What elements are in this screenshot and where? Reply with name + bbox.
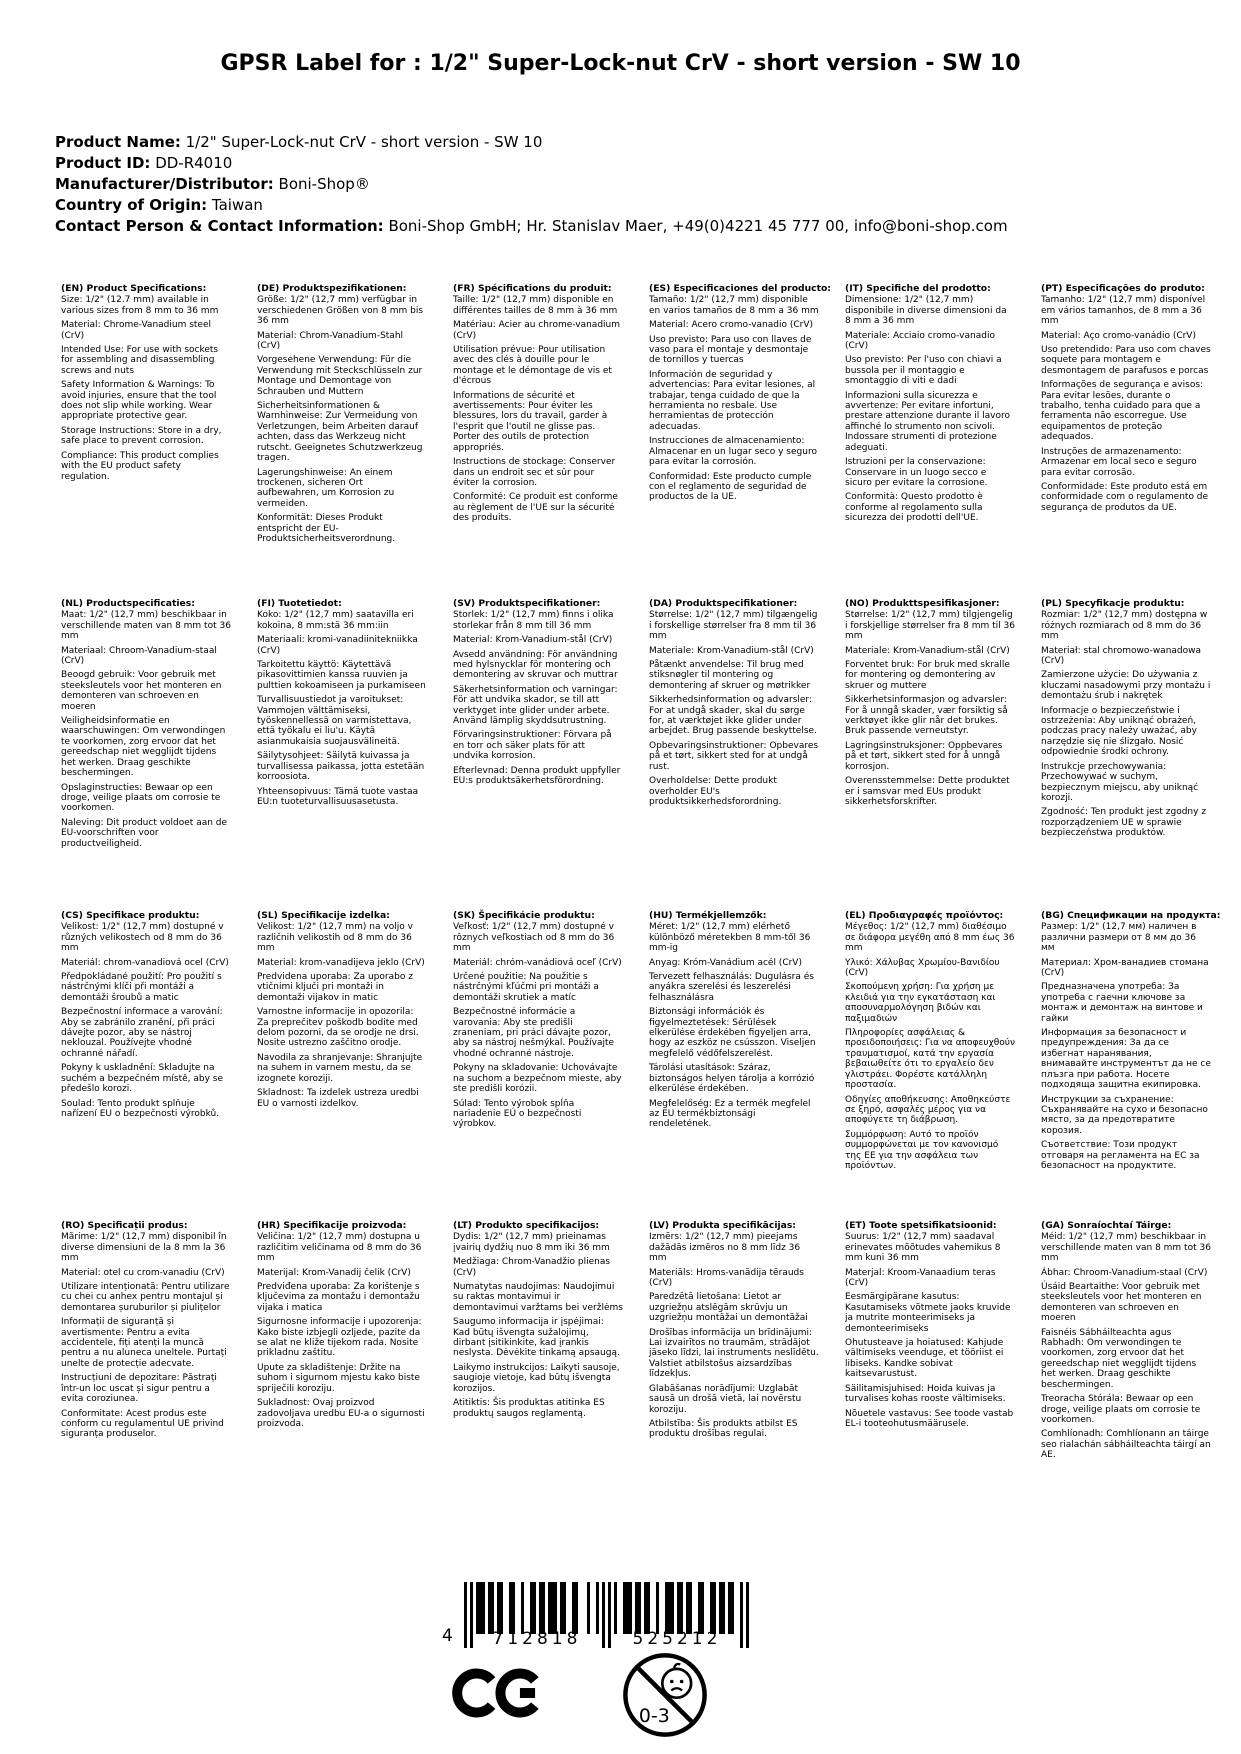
spec-paragraph: Velikost: 1/2" (12,7 mm) na voljo v različnih velikostih od 8 mm do 36 mm bbox=[257, 922, 413, 954]
lang-block-lt bbox=[453, 1221, 623, 1465]
lang-block-heading: (RO) Specificații produs: bbox=[61, 1220, 188, 1231]
spec-paragraph: Pokyny k uskladnění: Skladujte na suchém a bezpečném místě, aby se předešlo korozi. bbox=[61, 1063, 224, 1095]
spec-paragraph: Zgodność: Ten produkt jest zgodny z rozporządzeniem UE w sprawie bezpieczeństwa produktów. bbox=[1041, 807, 1207, 839]
spec-paragraph: Velikost: 1/2" (12,7 mm) dostupné v různých velikostech od 8 mm do 36 mm bbox=[61, 922, 224, 954]
spec-paragraph: Pokyny na skladovanie: Uchovávajte na suchom a bezpečnom mieste, aby ste predišli korózii. bbox=[453, 1063, 622, 1095]
lang-block-heading: (NL) Productspecificaties: bbox=[61, 598, 195, 609]
spec-paragraph: Veiligheidsinformatie en waarschuwingen: Om verwondingen te voorkomen, zorg ervoor dat het gereedschap niet wegglijdt tijdens het werken. Draag geschikte beschermingen. bbox=[61, 716, 226, 779]
product-field-value: DD-R4010 bbox=[150, 154, 233, 172]
spec-paragraph: Opbevaringsinstruktioner: Opbevares på et tørt, sikkert sted for at undgå rust. bbox=[649, 740, 819, 772]
spec-paragraph: Materijal: Krom-Vanadij čelik (CrV) bbox=[257, 1267, 411, 1278]
lang-block-heading: (SL) Specifikacije izdelka: bbox=[257, 910, 390, 921]
spec-paragraph: Информация за безопасност и предупреждения: За да се избегнат наранявания, внимавайте инструментът да не се плъзга при работа. Носете подходяща защитна екипировка. bbox=[1041, 1028, 1211, 1091]
product-field-label: Manufacturer/Distributor: bbox=[55, 175, 274, 193]
spec-paragraph: Instrucțiuni de depozitare: Păstrați într-un loc uscat și sigur pentru a evita coroziunea. bbox=[61, 1373, 217, 1405]
spec-paragraph: Material: Chrome-Vanadium steel (CrV) bbox=[61, 320, 212, 341]
spec-paragraph: Overholdelse: Dette produkt overholder EU's produktsikkerhedsforordning. bbox=[649, 776, 782, 807]
spec-paragraph: Taille: 1/2" (12,7 mm) disponible en différentes tailles de 8 mm à 36 mm bbox=[453, 295, 618, 316]
spec-paragraph: Atitiktis: Šis produktas atitinka ES produktų saugos reglamentą. bbox=[453, 1398, 605, 1419]
spec-paragraph: Μέγεθος: 1/2" (12,7 mm) διαθέσιμο σε διάφορα μεγέθη από 8 mm έως 36 mm bbox=[845, 922, 1015, 954]
barcode-module bbox=[746, 1582, 749, 1648]
spec-paragraph: Soulad: Tento produkt splňuje nařízení EU o bezpečnosti výrobků. bbox=[61, 1098, 220, 1119]
spec-paragraph: Opslaginstructies: Bewaar op een droge, veilige plaats om corrosie te voorkomen. bbox=[61, 782, 221, 814]
lang-block-da bbox=[649, 599, 819, 911]
spec-paragraph: Инструкции за съхранение: Съхранявайте на сухо и безопасно място, за да предотвратите корозия. bbox=[1041, 1094, 1208, 1136]
spec-paragraph: Conformité: Ce produit est conforme au règlement de l'UE sur la sécurité des produits. bbox=[453, 492, 618, 524]
spec-paragraph: Upute za skladištenje: Držite na suhom i sigurnom mjestu kako biste spriječili koroziju. bbox=[257, 1362, 420, 1394]
product-field-label: Country of Origin: bbox=[55, 196, 208, 214]
spec-paragraph: Saugumo informacija ir įspėjimai: Kad būtų išvengta sužalojimų, dirbant įsitikinkite, kad įrankis neslysta. Dėvėkite tinkamą apsaugą. bbox=[453, 1317, 620, 1359]
spec-paragraph: Konformität: Dieses Produkt entspricht der EU-Produktsicherheitsverordnung. bbox=[257, 513, 396, 544]
lang-block-sl bbox=[257, 911, 427, 1221]
spec-paragraph: Σκοπούμενη χρήση: Για χρήση με κλειδιά για την εγκατάσταση και αποσυναρμολόγηση βιδών και παξιμαδιών bbox=[845, 982, 996, 1024]
spec-paragraph: Určené použitie: Na použitie s nástrčnými kľúčmi pri montáži a demontáži skrutiek a matíc bbox=[453, 972, 599, 1003]
product-field bbox=[55, 153, 1008, 174]
spec-paragraph: Tarkoitettu käyttö: Käytettävä pikasovittimien kanssa ruuvien ja pulttien kokoamiseen ja purkamiseen bbox=[257, 660, 426, 691]
spec-paragraph: Forventet bruk: For bruk med skralle for montering og demontering av skruer og muttere bbox=[845, 660, 1010, 691]
spec-paragraph: Informații de siguranță și avertismente: Pentru a evita accidentele, fiți atenți la muncă pentru a nu aluneca uneltele. Purtați unelte de protecție adecvate. bbox=[61, 1317, 227, 1369]
spec-paragraph: Πληροφορίες ασφάλειας & προειδοποιήσεις: Για να αποφευχθούν τραυματισμοί, κατά την εργασία βεβαιωθείτε ότι το εργαλείο δεν γλιστράει. Φορέστε κατάλληλη προστασία. bbox=[845, 1028, 1016, 1091]
spec-paragraph: Sigurnosne informacije i upozorenja: Kako biste izbjegli ozljede, pazite da se alat ne kliže tijekom rada. Nosite prikladnu zaštitu. bbox=[257, 1317, 422, 1359]
spec-paragraph: Informações de segurança e avisos: Para evitar lesões, durante o trabalho, tenha cuidado para que a ferramenta não escorregue. Use equipamentos de proteção adequados. bbox=[1041, 380, 1204, 443]
lang-block-nl bbox=[61, 599, 231, 911]
spec-paragraph: Storlek: 1/2" (12,7 mm) finns i olika storlekar från 8 mm till 36 mm bbox=[453, 610, 614, 631]
spec-paragraph: Predvidena uporaba: Za uporabo z vtičnimi ključi pri montaži in demontaži vijakov in matic bbox=[257, 972, 413, 1003]
spec-paragraph: Biztonsági információk és figyelmeztetések: Sérülések elkerülése érdekében figyeljen arra, hogy az eszköz ne csússzon. Viseljen megfelelő védőfelszerelést. bbox=[649, 1007, 816, 1059]
ean13-barcode bbox=[442, 1582, 749, 1652]
spec-paragraph: Material: Aço cromo-vanádio (CrV) bbox=[1041, 330, 1196, 341]
spec-paragraph: Materiaal: Chroom-Vanadium-staal (CrV) bbox=[61, 645, 217, 667]
spec-paragraph: Υλικό: Χάλυβας Χρωμίου-Βανιδίου (CrV) bbox=[845, 957, 1000, 979]
spec-paragraph: Laikymo instrukcijos: Laikyti sausoje, saugioje vietoje, kad būtų išvengta korozijos. bbox=[453, 1362, 620, 1394]
spec-paragraph: Conformidade: Este produto está em conformidade com o regulamento de segurança de produtos da UE. bbox=[1041, 481, 1209, 513]
spec-paragraph: Předpokládané použití: Pro použití s nástrčnými klíči při montáži a demontáži šroubů a matic bbox=[61, 972, 222, 1003]
spec-paragraph: Méid: 1/2" (12,7 mm) beschikbaar in verschillende maten van 8 mm tot 36 mm bbox=[1041, 1232, 1211, 1264]
spec-paragraph: Размер: 1/2" (12,7 мм) наличен в различни размери от 8 мм до 36 мм bbox=[1041, 922, 1197, 954]
barcode-digit-first: 4 bbox=[442, 1626, 453, 1646]
spec-paragraph: Sicherheitsinformationen & Warnhinweise: Zur Vermeidung von Verletzungen, beim Arbeiten darauf achten, dass das Werkzeug nicht rutscht. Geeignetes Schutzwerkzeug tragen. bbox=[257, 401, 423, 464]
spec-paragraph: Anyag: Króm-Vanádium acél (CrV) bbox=[649, 957, 802, 968]
lang-block-heading: (IT) Specifiche del prodotto: bbox=[845, 283, 991, 294]
spec-paragraph: Informations de sécurité et avertissements: Pour éviter les blessures, lors du travail, garder à l'esprit que l'outil ne glisse pas. Porter des outils de protection appropriés. bbox=[453, 390, 608, 453]
lang-block-heading: (HU) Termékjellemzők: bbox=[649, 910, 767, 921]
spec-paragraph: Medžiaga: Chrom-Vanadžio plienas (CrV) bbox=[453, 1257, 611, 1278]
spec-paragraph: Tamanho: 1/2" (12,7 mm) disponível em vários tamanhos, de 8 mm a 36 mm bbox=[1041, 295, 1206, 327]
lang-block-sv bbox=[453, 599, 623, 911]
spec-paragraph: Materiál: chrom-vanadiová ocel (CrV) bbox=[61, 957, 229, 968]
barcode-digit-group-right: 525212 bbox=[632, 1629, 722, 1649]
lang-block-bg bbox=[1041, 910, 1221, 1221]
spec-paragraph: Información de seguridad y advertencias: Para evitar lesiones, al trabajar, tenga cuidado de que la herramienta no resbale. Use herramientas de protección adecuadas. bbox=[649, 369, 816, 432]
lang-block-heading: (NO) Produkttspesifikasjoner: bbox=[845, 598, 1000, 609]
page-title: GPSR Label for : 1/2" Super-Lock-nut CrV - short version - SW 10 bbox=[220, 51, 1021, 76]
spec-paragraph: Συμμόρφωση: Αυτό το προϊόν συμμορφώνεται με τον κανονισμό της ΕΕ για την ασφάλεια των προϊόντων. bbox=[845, 1129, 999, 1171]
spec-paragraph: Eesmärgipärane kasutus: Kasutamiseks võtmete jaoks kruvide ja mutrite monteerimiseks ja demonteerimiseks bbox=[845, 1292, 1011, 1334]
spec-paragraph: Materiale: Krom-Vanadium-stål (CrV) bbox=[649, 645, 814, 656]
product-field-label: Product Name: bbox=[55, 133, 181, 151]
product-info bbox=[55, 132, 1008, 237]
spec-paragraph: Material: krom-vanadijeva jeklo (CrV) bbox=[257, 957, 425, 968]
spec-paragraph: Beoogd gebruik: Voor gebruik met steeksleutels voor het monteren en demonteren van schroeven en moeren bbox=[61, 670, 222, 712]
spec-paragraph: Intended Use: For use with sockets for assembling and disassembling screws and nuts bbox=[61, 345, 219, 376]
spec-paragraph: Förvaringsinstruktioner: Förvara på en torr och säker plats för att undvika korrosion. bbox=[453, 730, 612, 762]
spec-paragraph: Turvallisuustiedot ja varoitukset: Vammojen välttämiseksi, työskennellessä on varmistettava, että työkalu ei liu'u. Käytä asianmukaisia suojausvälineitä. bbox=[257, 695, 412, 747]
spec-paragraph: Tárolási utasítások: Száraz, biztonságos helyen tárolja a korrózió elkerülése érdekében. bbox=[649, 1063, 815, 1095]
spec-paragraph: Matériau: Acier au chrome-vanadium (CrV) bbox=[453, 320, 621, 341]
spec-paragraph: Safety Information & Warnings: To avoid injuries, ensure that the tool does not slip while working. Wear appropriate protective gear. bbox=[61, 380, 217, 422]
spec-paragraph: Informacje o bezpieczeństwie i ostrzeżenia: Aby uniknąć obrażeń, podczas pracy należy uważać, aby narzędzie się nie ślizgało. Nosić odpowiednie środki ochrony. bbox=[1041, 705, 1197, 758]
lang-block-hu bbox=[649, 911, 819, 1221]
spec-paragraph: Material: Krom-Vanadium-stål (CrV) bbox=[453, 635, 613, 646]
lang-block-heading: (ES) Especificaciones del producto: bbox=[649, 283, 831, 294]
spec-paragraph: Vorgesehene Verwendung: Für die Verwendung mit Steckschlüsseln zur Montage und Demontage von Schrauben und Muttern bbox=[257, 355, 423, 397]
spec-paragraph: Izmērs: 1/2" (12,7 mm) pieejams dažādās izmēros no 8 mm līdz 36 mm bbox=[649, 1232, 801, 1264]
spec-paragraph: Lagerungshinweise: An einem trockenen, sicheren Ort aufbewahren, um Korrosion zu vermeiden. bbox=[257, 467, 395, 509]
spec-paragraph: Comhlíonadh: Comhlíonann an táirge seo rialachán sábháilteachta táirgí an AE. bbox=[1041, 1429, 1211, 1461]
lang-block-heading: (DA) Produktspecifikationer: bbox=[649, 598, 798, 609]
spec-paragraph: Съответствие: Този продукт отговаря на регламента на ЕС за безопасност на продуктите. bbox=[1041, 1140, 1200, 1171]
lang-block-heading: (FR) Spécifications du produit: bbox=[453, 283, 612, 294]
product-field-value: Boni-Shop® bbox=[273, 175, 370, 193]
lang-block-lv bbox=[649, 1221, 819, 1465]
spec-paragraph: Bezpečnostní informace a varování: Aby se zabránilo zranění, při práci dávejte pozor, aby se nástroj neklouzal. Používejte vhodné ochranné nářadí. bbox=[61, 1007, 223, 1059]
product-field-label: Contact Person & Contact Information: bbox=[55, 217, 384, 235]
lang-block-heading: (EN) Product Specifications: bbox=[61, 283, 207, 294]
spec-paragraph: Overensstemmelse: Dette produktet er i samsvar med EUs produkt sikkerhetsforskrifter. bbox=[845, 776, 1010, 807]
spec-paragraph: Material: Chrom-Vanadium-Stahl (CrV) bbox=[257, 330, 404, 352]
lang-block-et bbox=[845, 1221, 1015, 1465]
lang-block-es bbox=[649, 283, 831, 599]
spec-paragraph: Uso pretendido: Para uso com chaves soquete para montagem e desmontagem de parafusos e porcas bbox=[1041, 345, 1211, 376]
spec-paragraph: Sukladnost: Ovaj proizvod zadovoljava uredbu EU-a o sigurnosti proizvoda. bbox=[257, 1398, 425, 1429]
lang-block-pl bbox=[1041, 599, 1211, 911]
spec-paragraph: Säilytysohjeet: Säilytä kuivassa ja turvallisessa paikassa, jotta estetään korroosiota. bbox=[257, 751, 425, 783]
spec-paragraph: Conformità: Questo prodotto è conforme al regolamento sulla sicurezza dei prodotti dell'UE. bbox=[845, 492, 983, 524]
lang-block-cs bbox=[61, 911, 231, 1221]
spec-paragraph: Nõuetele vastavus: See toode vastab EL-i tooteohutusmäärusele. bbox=[845, 1408, 1014, 1429]
spec-paragraph: Materiale: Acciaio cromo-vanadio (CrV) bbox=[845, 330, 995, 352]
lang-block-heading: (FI) Tuotetiedot: bbox=[257, 598, 342, 609]
spec-paragraph: Zamierzone użycie: Do używania z kluczami nasadowymi przy montażu i demontażu śrub i nakrętek bbox=[1041, 670, 1211, 702]
lang-block-heading: (PL) Specyfikacje produktu: bbox=[1041, 598, 1185, 609]
spec-paragraph: Materiāls: Hroms-vanādija tērauds (CrV) bbox=[649, 1267, 804, 1289]
lang-block-ga bbox=[1041, 1221, 1211, 1465]
language-specifications-grid bbox=[61, 283, 1221, 1465]
lang-block-heading: (PT) Especificações do produto: bbox=[1041, 283, 1205, 294]
spec-paragraph: Méret: 1/2" (12,7 mm) elérhető különböző méretekben 8 mm-től 36 mm-ig bbox=[649, 922, 811, 954]
lang-block-de bbox=[257, 284, 427, 599]
spec-paragraph: Materiał: stal chromowo-wanadowa (CrV) bbox=[1041, 645, 1202, 667]
lang-block-ro bbox=[61, 1221, 231, 1465]
lang-block-heading: (DE) Produktspezifikationen: bbox=[257, 283, 407, 294]
product-field bbox=[55, 216, 1008, 237]
spec-paragraph: Ábhar: Chroom-Vanadium-staal (CrV) bbox=[1041, 1267, 1208, 1278]
ce-mark-icon bbox=[452, 1662, 542, 1724]
spec-paragraph: Instrucciones de almacenamiento: Almacenar en un lugar seco y seguro para evitar la corrosión. bbox=[649, 436, 817, 468]
lang-block-sk bbox=[453, 911, 623, 1221]
spec-paragraph: Istruzioni per la conservazione: Conservare in un luogo secco e sicuro per evitare la corrosione. bbox=[845, 457, 988, 488]
spec-paragraph: Maat: 1/2" (12,7 mm) beschikbaar in verschillende maten van 8 mm tot 36 mm bbox=[61, 610, 231, 642]
spec-paragraph: Informazioni sulla sicurezza e avvertenze: Per evitare infortuni, prestare attenzione durante il lavoro affinché lo strumento non scivoli. Indossare strumenti di protezione adeguati. bbox=[845, 390, 1011, 453]
lang-block-no bbox=[845, 599, 1015, 911]
spec-paragraph: Instrukcje przechowywania: Przechowywać w suchym, bezpiecznym miejscu, aby uniknąć korozji. bbox=[1041, 761, 1199, 803]
spec-paragraph: Rozmiar: 1/2" (12,7 mm) dostępna w różnych rozmiarach od 8 mm do 36 mm bbox=[1041, 610, 1208, 642]
spec-paragraph: Drošības informācija un brīdinājumi: Lai izvairītos no traumām, strādājot jāseko līdzi, lai instruments neslīdētu. Valstiet atbilstošus aizsardzības līdzekļus. bbox=[649, 1327, 819, 1380]
spec-paragraph: Conformidad: Este producto cumple con el reglamento de seguridad de productos de la UE. bbox=[649, 471, 812, 503]
spec-paragraph: Materiál: chróm-vanádiová oceľ (CrV) bbox=[453, 957, 622, 968]
spec-paragraph: Material: Acero cromo-vanadio (CrV) bbox=[649, 320, 814, 331]
spec-paragraph: Tamaño: 1/2" (12,7 mm) disponible en varios tamaños de 8 mm a 36 mm bbox=[649, 295, 819, 316]
lang-block-heading: (CS) Specifikace produktu: bbox=[61, 910, 200, 921]
product-field-label: Product ID: bbox=[55, 154, 151, 172]
lang-block-heading: (EL) Προδιαγραφές προϊόντος: bbox=[845, 910, 1004, 921]
spec-paragraph: Úsáid Beartaithe: Voor gebruik met steeksleutels voor het monteren en demonteren van schroeven en moeren bbox=[1041, 1282, 1202, 1324]
spec-paragraph: Predviđena uporaba: Za korištenje s ključevima za montažu i demontažu vijaka i matica bbox=[257, 1282, 420, 1313]
spec-paragraph: Utilizare intenționată: Pentru utilizare cu chei cu anhex pentru montajul și demontarea șuruburilor și piulițelor bbox=[61, 1282, 230, 1313]
product-field bbox=[55, 195, 1008, 216]
spec-paragraph: Dimensione: 1/2" (12,7 mm) disponibile in diverse dimensioni da 8 mm a 36 mm bbox=[845, 295, 1007, 327]
lang-block-heading: (LV) Produkta specifikācijas: bbox=[649, 1220, 796, 1231]
spec-paragraph: Предназначена употреба: За употреба с гаечни ключове за монтаж и демонтаж на винтове и гайки bbox=[1041, 982, 1203, 1024]
spec-paragraph: Säkerhetsinformation och varningar: För att undvika skador, se till att verktyget inte glider under arbete. Använd lämplig skyddsutrustning. bbox=[453, 684, 618, 727]
spec-paragraph: Größe: 1/2" (12,7 mm) verfügbar in verschiedenen Größen von 8 mm bis 36 mm bbox=[257, 295, 424, 327]
spec-paragraph: Compliance: This product complies with the EU product safety regulation. bbox=[61, 450, 219, 482]
lang-block-it bbox=[845, 284, 1015, 599]
spec-paragraph: Uso previsto: Para uso con llaves de vaso para el montaje y desmontaje de tornillos y tuercas bbox=[649, 334, 812, 366]
lang-block-fr bbox=[453, 284, 623, 599]
spec-paragraph: Størrelse: 1/2" (12,7 mm) tilgængelig i forskellige størrelser fra 8 mm til 36 mm bbox=[649, 610, 818, 642]
spec-paragraph: Mărime: 1/2" (12,7 mm) disponibil în diverse dimensiuni de la 8 mm la 36 mm bbox=[61, 1232, 227, 1264]
spec-paragraph: Material: otel cu crom-vanadiu (CrV) bbox=[61, 1267, 225, 1278]
spec-paragraph: Tervezett felhasználás: Dugulásra és anyákra szerelési és leszerelési felhasználásra bbox=[649, 972, 814, 1003]
spec-paragraph: Treoracha Stórála: Bewaar op een droge, veilige plaats om corrosie te voorkomen. bbox=[1041, 1394, 1201, 1425]
spec-paragraph: Säilitamisjuhised: Hoida kuivas ja turvalises kohas rooste vältimiseks. bbox=[845, 1383, 1006, 1405]
spec-paragraph: Materiale: Krom-Vanadium-stål (CrV) bbox=[845, 645, 1010, 656]
spec-paragraph: Utilisation prévue: Pour utilisation avec des clés à douille pour le montage et le démontage de vis et d'écrous bbox=[453, 345, 612, 387]
spec-paragraph: Avsedd användning: För användning med hylsnycklar för montering och demontering av skruvar och muttrar bbox=[453, 649, 618, 681]
spec-paragraph: Yhteensopivuus: Tämä tuote vastaa EU:n tuoteturvallisuusasetusta. bbox=[257, 786, 419, 807]
spec-paragraph: Materiaali: kromi-vanadiinitekniikka (CrV) bbox=[257, 635, 418, 656]
lang-block-hr bbox=[257, 1221, 427, 1465]
barcode-digit-group-left: 712818 bbox=[492, 1629, 582, 1649]
age-warning-0-3-icon bbox=[620, 1650, 710, 1740]
spec-paragraph: Skladnost: Ta izdelek ustreza uredbi EU o varnosti izdelkov. bbox=[257, 1088, 419, 1109]
spec-paragraph: Veličina: 1/2" (12,7 mm) dostupna u različitim veličinama od 8 mm do 36 mm bbox=[257, 1232, 422, 1264]
spec-paragraph: Lagringsinstruksjoner: Oppbevares på et tørt, sikkert sted for å unngå korrosjon. bbox=[845, 740, 1003, 772]
spec-paragraph: Navodila za shranjevanje: Shranjujte na suhem in varnem mestu, da se izognete koroziji. bbox=[257, 1052, 423, 1084]
spec-paragraph: Storage Instructions: Store in a dry, safe place to prevent corrosion. bbox=[61, 425, 222, 447]
product-field bbox=[55, 132, 1008, 153]
spec-paragraph: Størrelse: 1/2" (12,7 mm) tilgjengelig i forskjellige størrelser fra 8 mm til 36 mm bbox=[845, 610, 1015, 642]
spec-paragraph: Efterlevnad: Denna produkt uppfyller EU:s produktsäkerhetsförordning. bbox=[453, 765, 621, 787]
spec-paragraph: Uso previsto: Per l'uso con chiavi a bussola per il montaggio e smontaggio di viti e dadi bbox=[845, 355, 1002, 387]
spec-paragraph: Dydis: 1/2" (12,7 mm) prieinamas įvairių dydžių nuo 8 mm iki 36 mm bbox=[453, 1232, 610, 1253]
spec-paragraph: Megfelelőség: Ez a termék megfelel az EU termékbiztonsági rendeletének. bbox=[649, 1098, 811, 1130]
lang-block-heading: (SK) Špecifikácie produktu: bbox=[453, 910, 595, 921]
product-field bbox=[55, 174, 1008, 195]
lang-block-heading: (SV) Produktspecifikationer: bbox=[453, 598, 601, 609]
spec-paragraph: Naleving: Dit product voldoet aan de EU-voorschriften voor productveiligheid. bbox=[61, 817, 228, 849]
spec-paragraph: Påtænkt anvendelse: Til brug med stiksnøgler til montering og demontering af skruer og møtrikker bbox=[649, 660, 811, 691]
lang-block-heading: (HR) Specifikacije proizvoda: bbox=[257, 1220, 407, 1231]
product-field-value: Taiwan bbox=[207, 196, 263, 214]
spec-paragraph: Bezpečnostné informácie a varovania: Aby ste predišli zraneniam, pri práci dávajte pozor, aby sa nástroj nešmýkal. Používajte vhodné ochranné nástroje. bbox=[453, 1007, 615, 1059]
spec-paragraph: Paredzētā lietošana: Lietot ar uzgriežņu atslēgām skrūvju un uzgriežņu montāžai un demontāžai bbox=[649, 1292, 808, 1324]
product-field-value: Boni-Shop GmbH; Hr. Stanislav Maer, +49(0)4221 45 777 00, info@boni-shop.com bbox=[383, 217, 1008, 235]
age-warning-label: 0-3 bbox=[638, 1705, 670, 1727]
spec-paragraph: Suurus: 1/2" (12,7 mm) saadaval erinevates mõõtudes vahemikus 8 mm kuni 36 mm bbox=[845, 1232, 1001, 1264]
spec-paragraph: Size: 1/2" (12.7 mm) available in various sizes from 8 mm to 36 mm bbox=[61, 295, 219, 316]
spec-paragraph: Instruções de armazenamento: Armazenar em local seco e seguro para evitar corrosão. bbox=[1041, 446, 1197, 478]
spec-paragraph: Faisnéis Sábháilteachta agus Rabhadh: Om verwondingen te voorkomen, zorg ervoor dat het gereedschap niet wegglijdt tijdens het werken. Draag geschikte beschermingen. bbox=[1041, 1327, 1197, 1390]
lang-block-heading: (LT) Produkto specifikacijos: bbox=[453, 1220, 600, 1231]
lang-block-pt bbox=[1041, 284, 1211, 599]
spec-paragraph: Veľkosť: 1/2" (12,7 mm) dostupné v rôznych veľkostiach od 8 mm do 36 mm bbox=[453, 922, 615, 954]
lang-block-heading: (GA) Sonraíochtaí Táirge: bbox=[1041, 1220, 1172, 1231]
lang-block-el bbox=[845, 911, 1015, 1221]
spec-paragraph: Conformitate: Acest produs este conform cu regulamentul UE privind siguranța produselor. bbox=[61, 1408, 224, 1440]
lang-block-en bbox=[61, 284, 231, 599]
spec-paragraph: Materjal: Kroom-Vanaadium teras (CrV) bbox=[845, 1267, 996, 1289]
product-field-value: 1/2" Super-Lock-nut CrV - short version - SW 10 bbox=[180, 133, 543, 151]
spec-paragraph: Numatytas naudojimas: Naudojimui su raktas montavimui ir demontavimui varžtams bei veržlėms bbox=[453, 1282, 623, 1313]
spec-paragraph: Sikkerhedsinformation og advarsler: For at undgå skader, skal du sørge for, at værktøjet ikke glider under arbejdet. Brug passende beskyttelse. bbox=[649, 695, 817, 737]
spec-paragraph: Koko: 1/2" (12,7 mm) saatavilla eri kokoina, 8 mm:stä 36 mm:iin bbox=[257, 610, 414, 631]
spec-paragraph: Instructions de stockage: Conserver dans un endroit sec et sûr pour éviter la corrosion. bbox=[453, 457, 616, 488]
lang-block-fi bbox=[257, 599, 427, 911]
lang-block-heading: (BG) Спецификации на продукта: bbox=[1041, 910, 1221, 921]
spec-paragraph: Varnostne informacije in opozorila: Za preprečitev poškodb bodite med delom pozorni, da se orodje ne drsi. Nosite ustrezno zaščitno orodje. bbox=[257, 1007, 419, 1049]
spec-paragraph: Súlad: Tento výrobok spĺňa nariadenie EÚ o bezpečnosti výrobkov. bbox=[453, 1098, 582, 1130]
spec-paragraph: Ohutusteave ja hoiatused: Kahjude vältimiseks veenduge, et tööriist ei libiseks. Kandke sobivat kaitsevarustust. bbox=[845, 1338, 1004, 1380]
spec-paragraph: Atbilstība: Šis produkts atbilst ES produktu drošības regulai. bbox=[649, 1418, 798, 1440]
spec-paragraph: Glabāšanas norādījumi: Uzglabāt sausā un drošā vietā, lai novērstu koroziju. bbox=[649, 1383, 802, 1415]
lang-block-heading: (ET) Toote spetsifikatsioonid: bbox=[845, 1220, 997, 1231]
spec-paragraph: Материал: Хром-ванадиев стомана (CrV) bbox=[1041, 957, 1209, 979]
spec-paragraph: Sikkerhetsinformasjon og advarsler: For å unngå skader, vær forsiktig så verktøyet ikke glir når det brukes. Bruk passende verneutstyr. bbox=[845, 695, 1008, 737]
spec-paragraph: Οδηγίες αποθήκευσης: Αποθηκεύστε σε ξηρό, ασφαλές μέρος για να αποφύγετε τη διάβρωση. bbox=[845, 1094, 1011, 1126]
